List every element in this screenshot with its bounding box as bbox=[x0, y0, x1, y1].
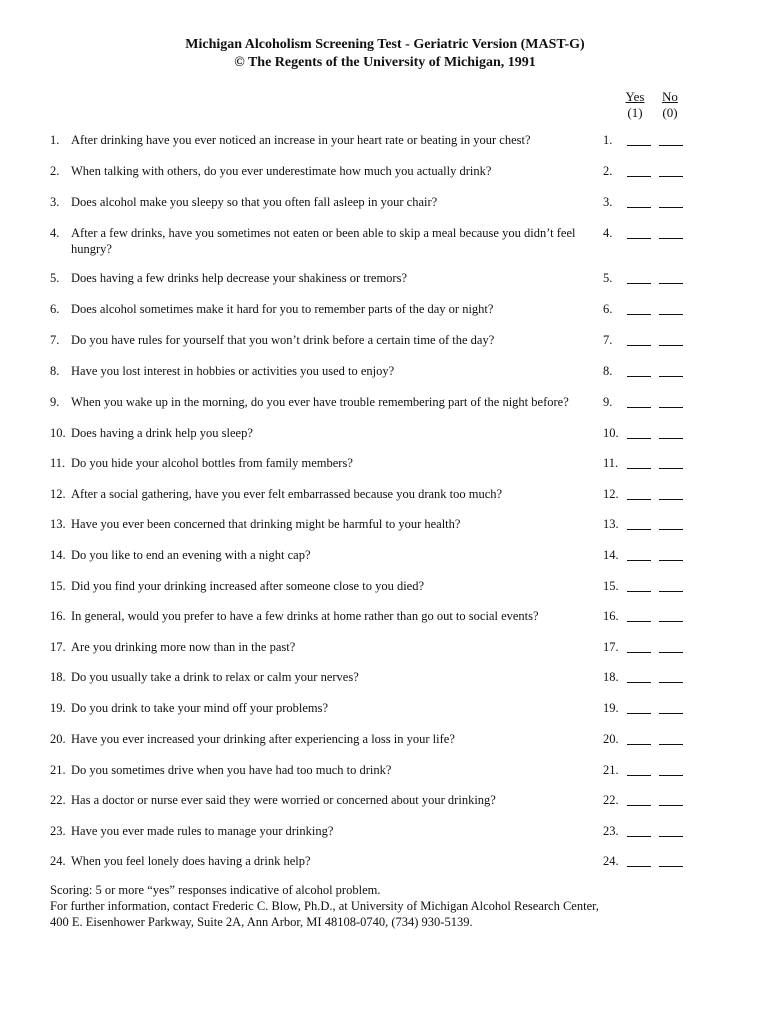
question-text: Does having a drink help you sleep? bbox=[71, 426, 253, 440]
answer-number: 10. bbox=[603, 426, 619, 440]
question-text: Do you have rules for yourself that you won’t drink before a certain time of the day? bbox=[71, 333, 495, 347]
question-text: After drinking have you ever noticed an increase in your heart rate or beating in your chest? bbox=[71, 133, 531, 147]
no-answer-blank[interactable] bbox=[659, 775, 683, 776]
no-answer-blank[interactable] bbox=[659, 145, 683, 146]
question-number: 10. bbox=[50, 426, 66, 440]
answer-number: 2. bbox=[603, 164, 613, 178]
question-number: 24. bbox=[50, 854, 66, 868]
question-text: Did you find your drinking increased after someone close to you died? bbox=[71, 579, 425, 593]
copyright-line: © The Regents of the University of Michigan, 1991 bbox=[234, 55, 536, 70]
yes-answer-blank[interactable] bbox=[627, 376, 651, 377]
no-answer-blank[interactable] bbox=[659, 238, 683, 239]
question-row bbox=[0, 608, 770, 642]
question-row bbox=[0, 132, 770, 166]
yes-answer-blank[interactable] bbox=[627, 744, 651, 745]
question-text: When you wake up in the morning, do you ever have trouble remembering part of the night before? bbox=[71, 395, 569, 409]
answer-number: 16. bbox=[603, 609, 619, 623]
yes-answer-blank[interactable] bbox=[627, 805, 651, 806]
question-row bbox=[0, 639, 770, 673]
question-row bbox=[0, 301, 770, 335]
no-answer-blank[interactable] bbox=[659, 314, 683, 315]
answer-number: 8. bbox=[603, 364, 613, 378]
question-text: Do you sometimes drive when you have had too much to drink? bbox=[71, 763, 392, 777]
no-answer-blank[interactable] bbox=[659, 682, 683, 683]
yes-answer-blank[interactable] bbox=[627, 407, 651, 408]
contact-info: For further information, contact Frederic C. Blow, Ph.D., at University of Michigan Alcohol Research Center, bbox=[50, 899, 599, 913]
answer-number: 9. bbox=[603, 395, 613, 409]
no-answer-blank[interactable] bbox=[659, 283, 683, 284]
question-row bbox=[0, 332, 770, 366]
answer-number: 5. bbox=[603, 271, 613, 285]
question-number: 17. bbox=[50, 640, 66, 654]
answer-number: 24. bbox=[603, 854, 619, 868]
question-number: 22. bbox=[50, 793, 66, 807]
question-text: When talking with others, do you ever underestimate how much you actually drink? bbox=[71, 164, 492, 178]
yes-answer-blank[interactable] bbox=[627, 775, 651, 776]
answer-number: 21. bbox=[603, 763, 619, 777]
yes-answer-blank[interactable] bbox=[627, 283, 651, 284]
no-answer-blank[interactable] bbox=[659, 713, 683, 714]
yes-answer-blank[interactable] bbox=[627, 713, 651, 714]
no-answer-blank[interactable] bbox=[659, 591, 683, 592]
scoring-note: Scoring: 5 or more “yes” responses indicative of alcohol problem. bbox=[50, 883, 381, 897]
question-text: Does having a few drinks help decrease your shakiness or tremors? bbox=[71, 271, 408, 285]
question-number: 4. bbox=[50, 226, 60, 240]
question-row bbox=[0, 700, 770, 734]
no-answer-blank[interactable] bbox=[659, 652, 683, 653]
yes-answer-blank[interactable] bbox=[627, 529, 651, 530]
question-number: 5. bbox=[50, 271, 60, 285]
no-answer-blank[interactable] bbox=[659, 560, 683, 561]
no-answer-blank[interactable] bbox=[659, 805, 683, 806]
question-text: After a few drinks, have you sometimes not eaten or been able to skip a meal because you didn’t feel hungry? bbox=[71, 226, 576, 256]
no-answer-blank[interactable] bbox=[659, 529, 683, 530]
question-number: 8. bbox=[50, 364, 60, 378]
question-row bbox=[0, 516, 770, 550]
question-text: Have you lost interest in hobbies or activities you used to enjoy? bbox=[71, 364, 395, 378]
question-text: Has a doctor or nurse ever said they were worried or concerned about your drinking? bbox=[71, 793, 496, 807]
answer-number: 22. bbox=[603, 793, 619, 807]
question-number: 2. bbox=[50, 164, 60, 178]
answer-number: 4. bbox=[603, 226, 613, 240]
question-number: 20. bbox=[50, 732, 66, 746]
answer-number: 7. bbox=[603, 333, 613, 347]
question-number: 9. bbox=[50, 395, 60, 409]
question-text: Does alcohol make you sleepy so that you often fall asleep in your chair? bbox=[71, 195, 438, 209]
no-label: No bbox=[662, 89, 678, 104]
answer-number: 3. bbox=[603, 195, 613, 209]
no-column-header bbox=[655, 89, 685, 121]
question-text: When you feel lonely does having a drink help? bbox=[71, 854, 311, 868]
no-answer-blank[interactable] bbox=[659, 407, 683, 408]
yes-answer-blank[interactable] bbox=[627, 836, 651, 837]
question-row bbox=[0, 394, 770, 428]
question-row bbox=[0, 163, 770, 197]
yes-answer-blank[interactable] bbox=[627, 866, 651, 867]
no-answer-blank[interactable] bbox=[659, 345, 683, 346]
yes-answer-blank[interactable] bbox=[627, 345, 651, 346]
yes-answer-blank[interactable] bbox=[627, 499, 651, 500]
no-answer-blank[interactable] bbox=[659, 499, 683, 500]
contact-address: 400 E. Eisenhower Parkway, Suite 2A, Ann Arbor, MI 48108-0740, (734) 930-5139. bbox=[50, 915, 473, 929]
question-row bbox=[0, 455, 770, 489]
question-text: Do you drink to take your mind off your problems? bbox=[71, 701, 329, 715]
question-text: After a social gathering, have you ever felt embarrassed because you drank too much? bbox=[71, 487, 503, 501]
question-number: 16. bbox=[50, 609, 66, 623]
answer-number: 11. bbox=[603, 456, 619, 470]
answer-number: 23. bbox=[603, 824, 619, 838]
question-text: Have you ever increased your drinking after experiencing a loss in your life? bbox=[71, 732, 455, 746]
question-row bbox=[0, 270, 770, 304]
question-number: 14. bbox=[50, 548, 66, 562]
no-answer-blank[interactable] bbox=[659, 836, 683, 837]
question-row bbox=[0, 823, 770, 857]
question-number: 15. bbox=[50, 579, 66, 593]
answer-number: 15. bbox=[603, 579, 619, 593]
yes-answer-blank[interactable] bbox=[627, 468, 651, 469]
question-number: 7. bbox=[50, 333, 60, 347]
question-row bbox=[0, 669, 770, 703]
no-answer-blank[interactable] bbox=[659, 866, 683, 867]
no-answer-blank[interactable] bbox=[659, 207, 683, 208]
yes-answer-blank[interactable] bbox=[627, 176, 651, 177]
yes-answer-blank[interactable] bbox=[627, 591, 651, 592]
question-number: 3. bbox=[50, 195, 60, 209]
answer-number: 6. bbox=[603, 302, 613, 316]
yes-answer-blank[interactable] bbox=[627, 560, 651, 561]
yes-answer-blank[interactable] bbox=[627, 238, 651, 239]
no-answer-blank[interactable] bbox=[659, 438, 683, 439]
question-row bbox=[0, 194, 770, 228]
answer-number: 13. bbox=[603, 517, 619, 531]
question-text: Does alcohol sometimes make it hard for you to remember parts of the day or night? bbox=[71, 302, 494, 316]
yes-answer-blank[interactable] bbox=[627, 438, 651, 439]
yes-answer-blank[interactable] bbox=[627, 207, 651, 208]
yes-answer-blank[interactable] bbox=[627, 682, 651, 683]
question-text: Are you drinking more now than in the past? bbox=[71, 640, 296, 654]
question-row bbox=[0, 425, 770, 459]
yes-column-header bbox=[620, 89, 650, 121]
question-number: 21. bbox=[50, 763, 66, 777]
question-number: 6. bbox=[50, 302, 60, 316]
yes-score-value: (1) bbox=[627, 105, 643, 120]
answer-number: 20. bbox=[603, 732, 619, 746]
question-text: In general, would you prefer to have a few drinks at home rather than go out to social events? bbox=[71, 609, 539, 623]
question-row bbox=[0, 731, 770, 765]
yes-label: Yes bbox=[625, 89, 645, 104]
question-row bbox=[0, 547, 770, 581]
answer-number: 1. bbox=[603, 133, 613, 147]
question-text: Have you ever made rules to manage your drinking? bbox=[71, 824, 334, 838]
question-number: 12. bbox=[50, 487, 66, 501]
question-text: Have you ever been concerned that drinking might be harmful to your health? bbox=[71, 517, 461, 531]
yes-answer-blank[interactable] bbox=[627, 652, 651, 653]
answer-number: 17. bbox=[603, 640, 619, 654]
question-row bbox=[0, 225, 770, 259]
no-score-value: (0) bbox=[662, 105, 678, 120]
scoring-footer bbox=[50, 882, 730, 930]
question-number: 1. bbox=[50, 133, 60, 147]
question-number: 18. bbox=[50, 670, 66, 684]
answer-number: 12. bbox=[603, 487, 619, 501]
answer-number: 19. bbox=[603, 701, 619, 715]
question-text: Do you like to end an evening with a night cap? bbox=[71, 548, 311, 562]
no-answer-blank[interactable] bbox=[659, 376, 683, 377]
document-title: Michigan Alcoholism Screening Test - Geriatric Version (MAST-G) bbox=[185, 37, 585, 52]
yes-answer-blank[interactable] bbox=[627, 621, 651, 622]
question-text: Do you usually take a drink to relax or calm your nerves? bbox=[71, 670, 359, 684]
question-number: 19. bbox=[50, 701, 66, 715]
question-row bbox=[0, 762, 770, 796]
answer-number: 18. bbox=[603, 670, 619, 684]
no-answer-blank[interactable] bbox=[659, 176, 683, 177]
question-text: Do you hide your alcohol bottles from family members? bbox=[71, 456, 353, 470]
yes-answer-blank[interactable] bbox=[627, 145, 651, 146]
question-row bbox=[0, 578, 770, 612]
question-number: 23. bbox=[50, 824, 66, 838]
question-number: 13. bbox=[50, 517, 66, 531]
yes-answer-blank[interactable] bbox=[627, 314, 651, 315]
question-row bbox=[0, 792, 770, 826]
question-number: 11. bbox=[50, 456, 66, 470]
answer-number: 14. bbox=[603, 548, 619, 562]
question-row bbox=[0, 363, 770, 397]
no-answer-blank[interactable] bbox=[659, 621, 683, 622]
no-answer-blank[interactable] bbox=[659, 744, 683, 745]
no-answer-blank[interactable] bbox=[659, 468, 683, 469]
question-row bbox=[0, 486, 770, 520]
